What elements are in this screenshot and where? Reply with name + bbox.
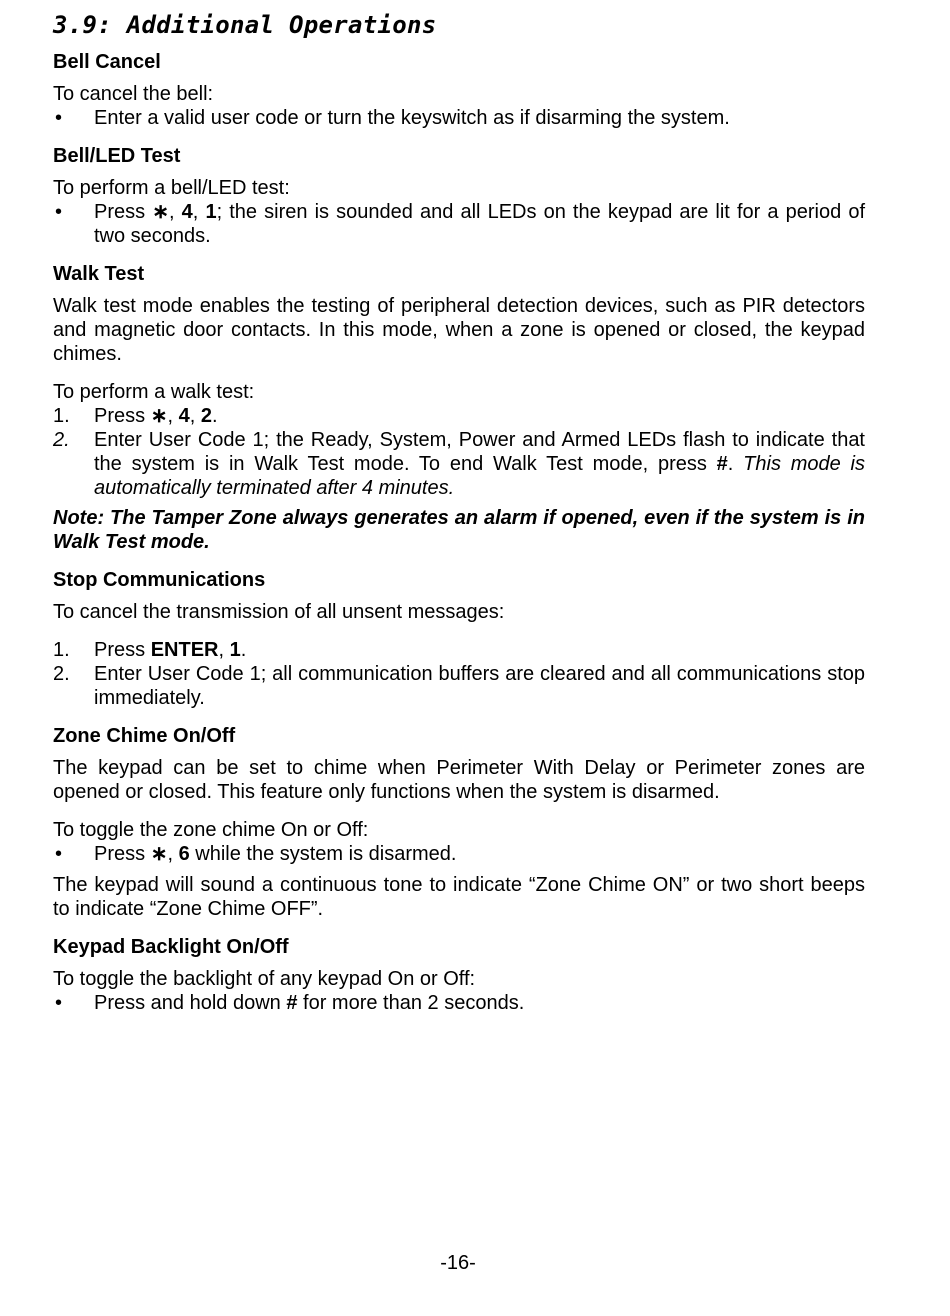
bullet-marker: • (55, 843, 63, 865)
hash-key: # (286, 992, 298, 1014)
list-item (53, 404, 865, 428)
section-intro: To cancel the transmission of all unsent messages: (53, 601, 505, 623)
step-number: 2. (53, 663, 70, 685)
section-bell-led-test (53, 144, 865, 248)
list-item-text: Press (94, 405, 151, 427)
key-2: 2 (200, 405, 212, 427)
section-intro: To cancel the bell: (53, 83, 214, 105)
section-description: Walk test mode enables the testing of peripheral detection devices, such as PIR detectors and magnetic door contacts. In this mode, when a zone is opened or closed, the keypad chimes. (53, 295, 865, 365)
list-item-text: Press (94, 843, 151, 865)
section-heading: Bell/LED Test (53, 145, 181, 167)
star-key: ∗ (152, 201, 169, 223)
key-4: 4 (181, 201, 193, 223)
bullet-list (53, 842, 865, 866)
section-heading: Walk Test (53, 263, 145, 285)
step-number: 1. (53, 405, 70, 427)
bullet-list (53, 991, 865, 1015)
list-item-text: . (211, 405, 218, 427)
list-item-text: ; the siren is sounded and all LEDs on the keypad are lit for a period of two seconds. (94, 201, 866, 247)
enter-key: ENTER (150, 639, 219, 661)
bullet-list (53, 106, 865, 130)
key-6: 6 (178, 843, 190, 865)
separator: , (189, 405, 201, 427)
hash-key: # (716, 453, 728, 475)
section-intro: To perform a bell/LED test: (53, 177, 290, 199)
section-intro: To toggle the zone chime On or Off: (53, 819, 369, 841)
section-intro: To toggle the backlight of any keypad On or Off: (53, 968, 476, 990)
numbered-list (53, 404, 865, 500)
section-result: The keypad will sound a continuous tone to indicate “Zone Chime ON” or two short beeps to indicate “Zone Chime OFF”. (53, 874, 865, 920)
key-4: 4 (178, 405, 190, 427)
section-heading: Keypad Backlight On/Off (53, 936, 289, 958)
list-item-text: . (727, 453, 744, 475)
manual-page (53, 10, 865, 1029)
section-stop-communications (53, 568, 865, 710)
bullet-list (53, 200, 865, 248)
page-number: -16- (440, 1252, 476, 1274)
key-1: 1 (229, 639, 241, 661)
list-item (53, 428, 865, 500)
list-item-italic-text: This mode is automatically terminated after 4 minutes. (94, 453, 865, 499)
list-item-text: Press (94, 201, 153, 223)
bullet-marker: • (55, 992, 63, 1014)
section-heading: Bell Cancel (53, 51, 161, 73)
section-walk-test (53, 262, 865, 554)
key-1: 1 (205, 201, 217, 223)
list-item (53, 662, 865, 710)
list-item-text: Press (94, 639, 151, 661)
step-number: 1. (53, 639, 70, 661)
chapter-title: 3.9: Additional Operations (53, 11, 437, 39)
section-bell-cancel (53, 50, 865, 130)
section-heading: Stop Communications (53, 569, 266, 591)
star-key: ∗ (150, 843, 168, 865)
section-keypad-backlight (53, 935, 865, 1015)
list-item-text: while the system is disarmed. (189, 843, 457, 865)
separator: , (192, 201, 206, 223)
separator: , (167, 843, 179, 865)
list-item (53, 200, 865, 248)
numbered-list (53, 638, 865, 710)
separator: , (167, 405, 179, 427)
separator: , (169, 201, 182, 223)
separator: , (218, 639, 230, 661)
list-item (53, 842, 865, 866)
section-description: The keypad can be set to chime when Perimeter With Delay or Perimeter zones are opened or closed. This feature only functions when the system is disarmed. (53, 757, 865, 803)
section-heading: Zone Chime On/Off (53, 725, 236, 747)
list-item-text: Enter User Code 1; all communication buffers are cleared and all communications stop immediately. (94, 663, 865, 709)
section-intro: To perform a walk test: (53, 381, 255, 403)
list-item (53, 991, 865, 1015)
list-item-text: . (240, 639, 247, 661)
step-number: 2. (53, 429, 70, 451)
list-item-text: Press and hold down (94, 992, 287, 1014)
list-item (53, 106, 865, 130)
list-item-text: for more than 2 seconds. (297, 992, 525, 1014)
star-key: ∗ (150, 405, 168, 427)
list-item-text: Enter a valid user code or turn the keyswitch as if disarming the system. (94, 107, 730, 129)
section-zone-chime (53, 724, 865, 921)
bullet-marker: • (55, 201, 63, 223)
list-item (53, 638, 865, 662)
list-item-text: Enter User Code 1; the Ready, System, Power and Armed LEDs flash to indicate that the system is in Walk Test mode. To end Walk Test mode, press (94, 429, 865, 475)
bullet-marker: • (55, 107, 63, 129)
note-text: Note: The Tamper Zone always generates an alarm if opened, even if the system is in Walk Test mode. (53, 507, 865, 553)
